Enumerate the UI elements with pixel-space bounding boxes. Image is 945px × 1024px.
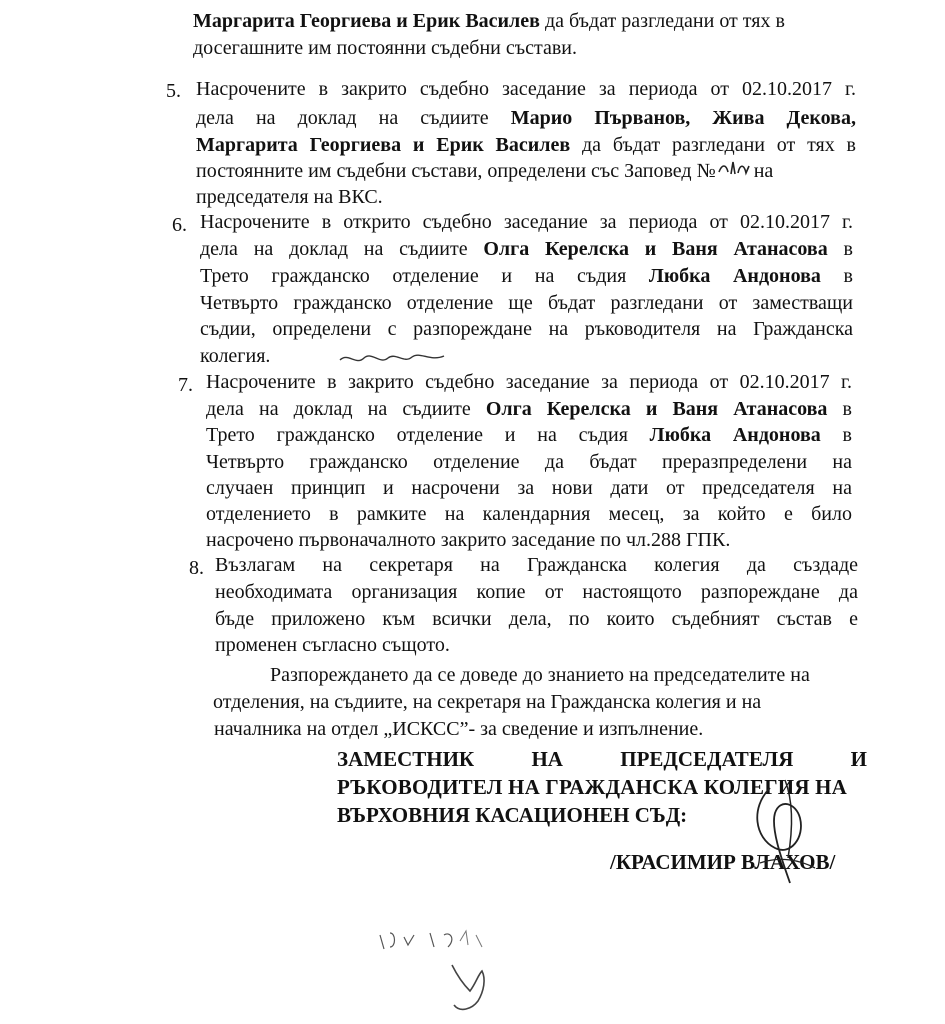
handwritten-mark (338, 348, 448, 370)
intro-line-2: досегашните им постоянни съдебни състави. (193, 37, 577, 59)
item-line: съдии, определени с разпореждане на ръководителя на Гражданска (200, 318, 853, 340)
item-line (196, 132, 856, 158)
item-text: в (820, 424, 852, 446)
item-number: 5. (166, 80, 181, 102)
item-number: 8. (189, 557, 204, 579)
signatory-name: /КРАСИМИР ВЛАХОВ/ (610, 850, 836, 874)
item-text: на (753, 160, 774, 183)
item-text: постоянните им съдебни състави, определени със Заповед № (196, 160, 716, 183)
signature-word: ПРЕДСЕДАТЕЛЯ (620, 747, 794, 771)
intro-line-1 (193, 8, 785, 34)
item-line: Възлагам на секретаря на Гражданска колегия да създаде (215, 554, 858, 576)
signature-word: И (850, 747, 867, 771)
item-line: случаен принцип и насрочени за нови дати от председателя на (206, 477, 852, 499)
item-text: дела на доклад на съдиите (206, 398, 486, 420)
item-line (200, 236, 853, 262)
item-text: Трето гражданско отделение и на съдия (206, 424, 650, 446)
signature-title-line-2: РЪКОВОДИТЕЛ НА ГРАЖДАНСКА КОЛЕГИЯ НА (337, 775, 848, 799)
intro-text: да бъдат разгледани от тях в (539, 10, 785, 32)
handwritten-signature (730, 768, 830, 898)
intro-judges-names: Маргарита Георгиева и Ерик Василев (193, 10, 540, 32)
item-line: Насрочените в открито съдебно заседание за периода от 02.10.2017 г. (200, 211, 853, 233)
item-number: 7. (178, 374, 193, 396)
item-line: Насрочените в закрито съдебно заседание за периода от 02.10.2017 г. (196, 78, 856, 100)
item-text: дела на доклад на съдиите (196, 107, 511, 129)
item-text: в (820, 265, 853, 287)
item-line: Насрочените в закрито съдебно заседание за периода от 02.10.2017 г. (206, 371, 852, 393)
closing-line: Разпореждането да се доведе до знанието на председателите на (270, 664, 810, 686)
faint-stamp-marks (360, 925, 520, 1020)
signature-word: НА (531, 747, 563, 771)
item-line (196, 158, 773, 187)
judge-name: Любка Андонова (649, 424, 821, 446)
item-text: да бъдат разгледани от тях в (570, 134, 856, 156)
item-text: дела на доклад на съдиите (200, 238, 484, 260)
item-line: променен съгласно същото. (215, 634, 450, 656)
item-line: насрочено първоначалното закрито заседание по чл.288 ГПК. (206, 529, 731, 551)
judge-name: Любка Андонова (648, 265, 821, 287)
item-text: в (827, 238, 853, 260)
item-line (196, 105, 856, 131)
signature-word: ЗАМЕСТНИК (337, 747, 475, 771)
item-line: бъде приложено към всички дела, по които съдебният състав е (215, 608, 858, 630)
closing-line: началника на отдел „ИСКСС”- за сведение и изпълнение. (214, 718, 704, 740)
item-line (206, 422, 852, 448)
judges-names: Олга Керелска и Ваня Атанасова (483, 238, 828, 260)
closing-line: отделения, на съдиите, на секретаря на Гражданска колегия и на (213, 691, 762, 713)
item-line: председателя на ВКС. (196, 186, 383, 208)
judges-names: Марио Първанов, Жива Декова, (510, 107, 856, 129)
item-line: отделението в рамките на календарния месец, за който е било (206, 503, 852, 525)
item-line (206, 396, 852, 422)
judges-names: Маргарита Георгиева и Ерик Василев (196, 134, 571, 156)
item-line (200, 263, 853, 289)
handwritten-order-number (716, 158, 754, 187)
judges-names: Олга Керелска и Ваня Атанасова (485, 398, 828, 420)
item-line: необходимата организация копие от настоящото разпореждане да (215, 581, 858, 603)
item-text: Трето гражданско отделение и на съдия (200, 265, 649, 287)
item-line: колегия. (200, 345, 271, 367)
item-text: в (827, 398, 852, 420)
signature-title-line-3: ВЪРХОВНИЯ КАСАЦИОНЕН СЪД: (337, 803, 688, 827)
item-line: Четвърто гражданско отделение ще бъдат разгледани от заместващи (200, 292, 853, 314)
item-number: 6. (172, 214, 187, 236)
item-line: Четвърто гражданско отделение да бъдат преразпределени на (206, 451, 852, 473)
